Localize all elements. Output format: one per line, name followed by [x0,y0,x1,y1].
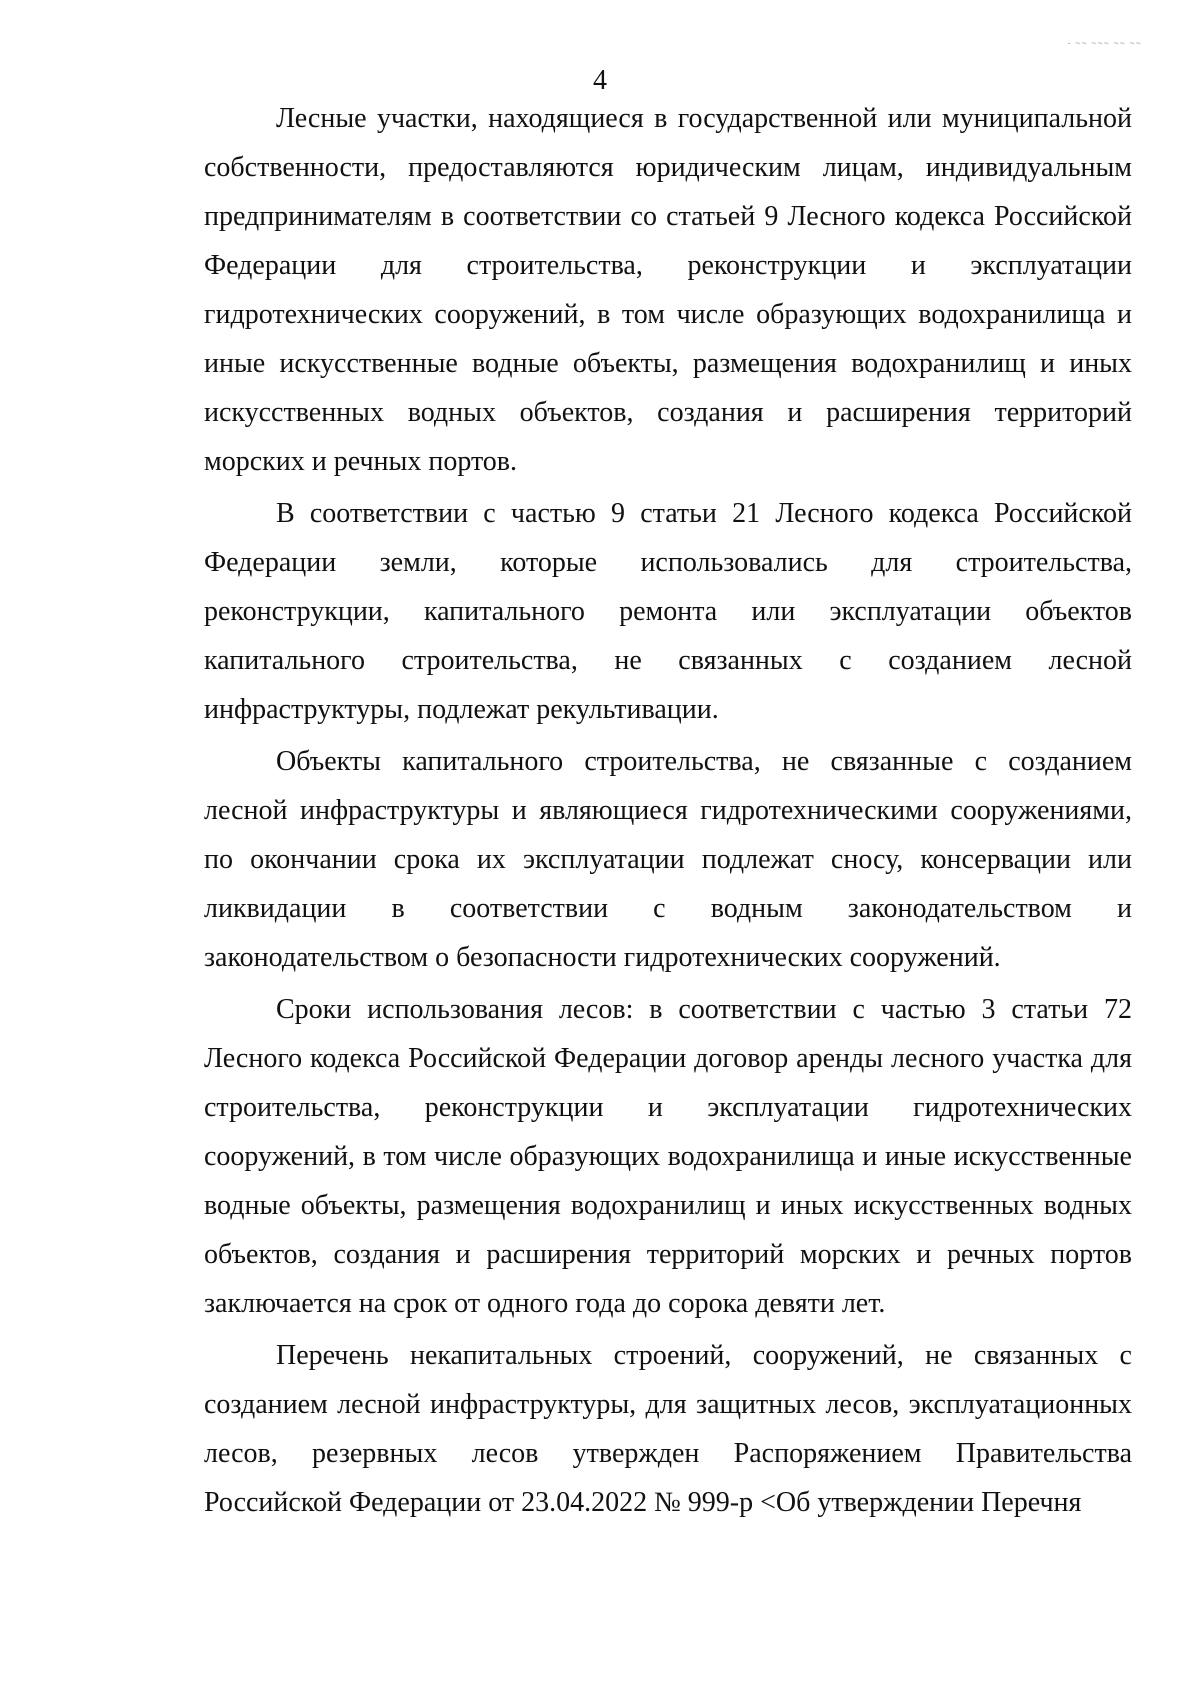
paragraph-non-capital-structures-list: Перечень некапитальных строений, сооружений, не связанных с созданием лесной инфраструктуры, для защитных лесов, эксплуатационных лесов, резервных лесов утвержден Распоряжением Правительства Российской Федерации от 23.04.2022 № 999-р <Об утверждении Перечня [204,1340,1132,1518]
page-number: 4 [593,65,607,96]
paragraph-hydrotechnical-objects: Объекты капитального строительства, не связанные с созданием лесной инфраструктуры и являющиеся гидротехническими сооружениями, по окончании срока их эксплуатации подлежат сносу, консервации или ликвидации в соответствии с водным законодательством и законодательством о безопасности гидротехнических сооружений. [204,746,1132,973]
scan-artifact-mark: - ~~ ~~~ ~~ ~~ [1067,38,1142,48]
document-body [204,94,1132,1530]
paragraph-land-recultivation: В соответствии с частью 9 статьи 21 Лесного кодекса Российской Федерации земли, которые использовались для строительства, реконструкции, капитального ремонта или эксплуатации объектов капитального строительства, не связанных с созданием лесной инфраструктуры, подлежат рекультивации. [204,498,1132,725]
paragraph-forest-plots-provision: Лесные участки, находящиеся в государственной или муниципальной собственности, предоставляются юридическим лицам, индивидуальным предпринимателям в соответствии со статьей 9 Лесного кодекса Российской Федерации для строительства, реконструкции и эксплуатации гидротехнических сооружений, в том числе образующих водохранилища и иные искусственные водные объекты, размещения водохранилищ и иных искусственных водных объектов, создания и расширения территорий морских и речных портов. [204,103,1132,477]
paragraph-forest-use-terms: Сроки использования лесов: в соответствии с частью 3 статьи 72 Лесного кодекса Российской Федерации договор аренды лесного участка для строительства, реконструкции и эксплуатации гидротехнических сооружений, в том числе образующих водохранилища и иные искусственные водные объекты, размещения водохранилищ и иных искусственных водных объектов, создания и расширения территорий морских и речных портов заключается на срок от одного года до сорока девяти лет. [204,994,1132,1319]
